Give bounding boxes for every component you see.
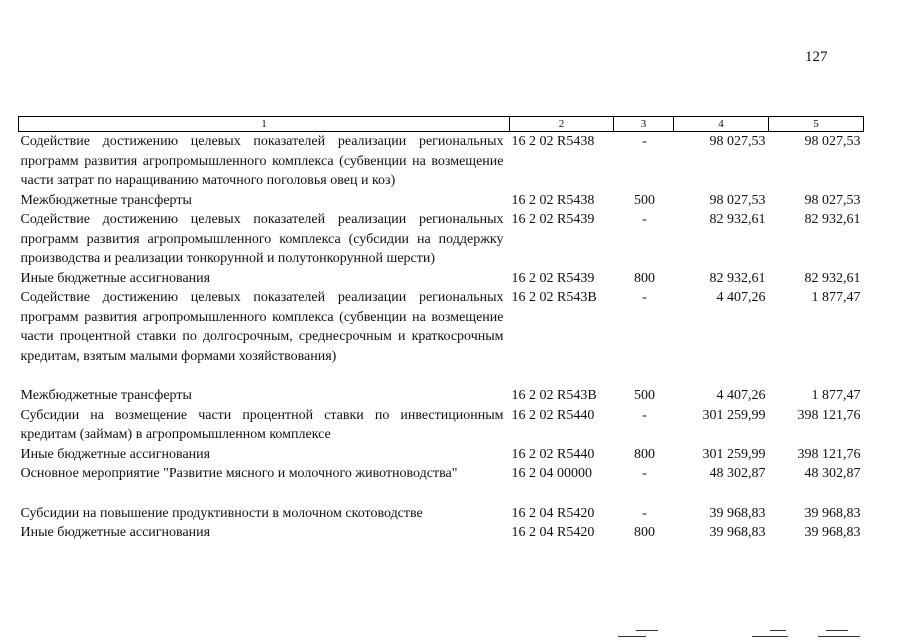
row-amount-col4: 98 027,53 bbox=[709, 134, 766, 149]
row-amount-col5: 98 027,53 bbox=[804, 134, 861, 149]
row-amount-col4: 301 259,99 bbox=[702, 407, 766, 423]
row-amount-col5: 82 932,61 bbox=[804, 270, 861, 286]
row-expense-type: - bbox=[642, 505, 647, 521]
row-amount-col5: 48 302,87 bbox=[804, 466, 861, 481]
row-amount-col5: 1 877,47 bbox=[811, 290, 861, 305]
row-name: Основное мероприятие "Развитие мясного и молочного животноводства" bbox=[20, 466, 458, 481]
row-amount-col5: 98 027,53 bbox=[804, 192, 861, 208]
row-spacer-cell bbox=[19, 484, 864, 504]
row-expense-type: 800 bbox=[634, 525, 655, 540]
row-code: 16 2 02 R5439 bbox=[511, 212, 595, 227]
row-code: 16 2 04 R5420 bbox=[511, 505, 595, 521]
table-row bbox=[19, 288, 864, 366]
table-row bbox=[19, 445, 864, 465]
row-expense-type: - bbox=[642, 212, 647, 227]
table-row bbox=[19, 132, 864, 191]
row-amount-col4: 82 932,61 bbox=[709, 270, 766, 286]
row-spacer bbox=[19, 484, 864, 504]
row-amount-col5: 82 932,61 bbox=[804, 212, 861, 227]
row-code: 16 2 02 R5440 bbox=[511, 446, 595, 462]
table-body bbox=[19, 132, 864, 543]
row-amount-col5: 398 121,76 bbox=[797, 407, 861, 423]
header-col-1: 1 bbox=[19, 117, 510, 132]
table-row bbox=[19, 191, 864, 211]
row-expense-type: 800 bbox=[634, 446, 655, 462]
table-row bbox=[19, 523, 864, 543]
table-row bbox=[19, 406, 864, 445]
header-col-4: 4 bbox=[674, 117, 769, 132]
row-spacer-cell bbox=[19, 366, 864, 386]
row-name: Содействие достижению целевых показателей реализации региональных программ развития агропромышленного комплекса (субвенции на возмещение части затрат по наращиванию маточного поголовья овец и коз) bbox=[20, 134, 504, 188]
header-col-2: 2 bbox=[510, 117, 614, 132]
row-expense-type: - bbox=[642, 466, 647, 481]
header-col-3: 3 bbox=[614, 117, 674, 132]
row-amount-col4: 39 968,83 bbox=[709, 505, 766, 521]
table-row bbox=[19, 210, 864, 269]
row-expense-type: 500 bbox=[634, 192, 655, 208]
row-name: Иные бюджетные ассигнования bbox=[20, 270, 211, 286]
table-row bbox=[19, 464, 864, 484]
row-code: 16 2 04 00000 bbox=[511, 466, 592, 481]
row-amount-col4: 301 259,99 bbox=[702, 446, 766, 462]
row-expense-type: - bbox=[642, 134, 647, 149]
row-expense-type: 800 bbox=[634, 270, 655, 286]
row-amount-col4: 4 407,26 bbox=[716, 290, 766, 305]
row-amount-col4: 4 407,26 bbox=[716, 388, 766, 403]
row-amount-col4: 39 968,83 bbox=[709, 525, 766, 540]
row-code: 16 2 02 R5438 bbox=[511, 192, 595, 208]
footer-marks bbox=[0, 628, 900, 640]
row-name: Субсидии на повышение продуктивности в молочном скотоводстве bbox=[20, 505, 423, 521]
row-amount-col4: 48 302,87 bbox=[709, 466, 766, 481]
budget-table bbox=[18, 116, 864, 543]
row-expense-type: - bbox=[642, 407, 647, 423]
row-amount-col5: 39 968,83 bbox=[804, 505, 861, 521]
row-expense-type: - bbox=[642, 290, 647, 305]
row-name: Иные бюджетные ассигнования bbox=[20, 525, 211, 540]
table-row bbox=[19, 504, 864, 524]
row-code: 16 2 02 R543B bbox=[511, 388, 597, 403]
row-expense-type: 500 bbox=[634, 388, 655, 403]
row-amount-col4: 98 027,53 bbox=[709, 192, 766, 208]
row-name: Межбюджетные трансферты bbox=[20, 388, 192, 403]
row-code: 16 2 02 R543B bbox=[511, 290, 597, 305]
row-name: Межбюджетные трансферты bbox=[20, 192, 192, 208]
table-row bbox=[19, 269, 864, 289]
row-code: 16 2 02 R5438 bbox=[511, 134, 595, 149]
row-amount-col5: 1 877,47 bbox=[811, 388, 861, 403]
row-amount-col5: 39 968,83 bbox=[804, 525, 861, 540]
page-number: 127 bbox=[805, 49, 828, 65]
row-code: 16 2 04 R5420 bbox=[511, 525, 595, 540]
row-name: Иные бюджетные ассигнования bbox=[20, 446, 211, 462]
row-name: Субсидии на возмещение части процентной ставки по инвестиционным кредитам (займам) в агропромышленном комплексе bbox=[20, 407, 504, 442]
table-header bbox=[19, 117, 864, 132]
row-spacer bbox=[19, 366, 864, 386]
row-name: Содействие достижению целевых показателей реализации региональных программ развития агропромышленного комплекса (субсидии на поддержку производства и реализации тонкорунной и полутонкорунной шерсти) bbox=[20, 212, 504, 266]
row-amount-col5: 398 121,76 bbox=[797, 446, 861, 462]
row-amount-col4: 82 932,61 bbox=[709, 212, 766, 227]
header-col-5: 5 bbox=[769, 117, 864, 132]
row-code: 16 2 02 R5439 bbox=[511, 270, 595, 286]
table-row bbox=[19, 386, 864, 406]
row-code: 16 2 02 R5440 bbox=[511, 407, 595, 423]
row-name: Содействие достижению целевых показателей реализации региональных программ развития агропромышленного комплекса (субвенции на возмещение части процентной ставки по долгосрочным, среднесрочным и краткосрочным кредитам, взятым малыми формами хозяйствования) bbox=[20, 290, 504, 364]
